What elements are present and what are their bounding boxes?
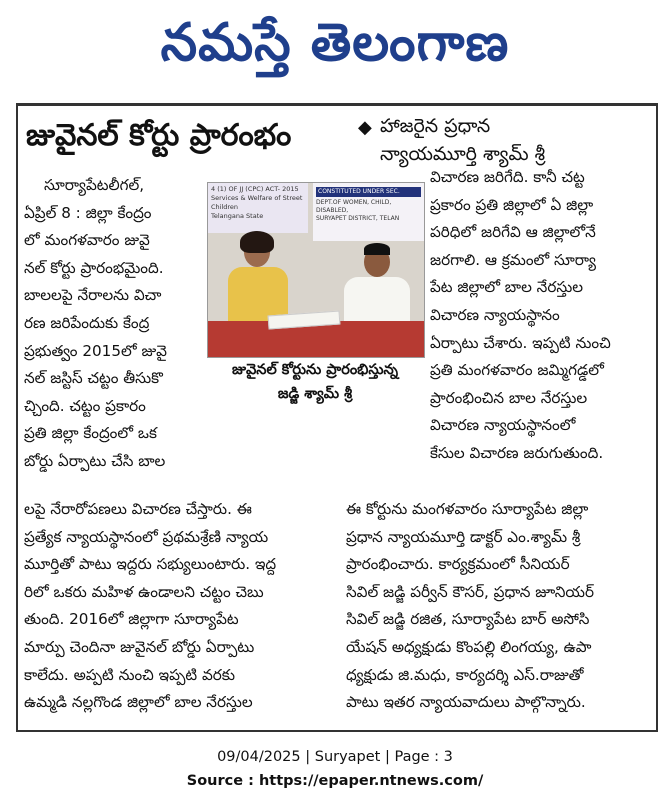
- banner-text: CONSTITUTED UNDER SEC.: [316, 187, 421, 197]
- article-subhead: [358, 112, 650, 168]
- text-line: చ్చింది. చట్టం ప్రకారం: [24, 396, 146, 415]
- article-photo: [207, 182, 425, 358]
- text-line: పేట జిల్లాలో బాల నేరస్తుల: [430, 278, 584, 297]
- photo-caption: [207, 358, 423, 406]
- photo-banner-left: [208, 183, 308, 233]
- text-line: ప్రత్యేక న్యాయస్థానంలో ప్రథమశ్రేణి న్యాయ: [24, 527, 269, 546]
- text-line: విచారణ న్యాయస్థానం: [430, 305, 560, 324]
- text-line: రణ జరిపేందుకు కేంద్ర: [24, 313, 150, 332]
- text-line: లో మంగళవారం జువై: [24, 231, 150, 250]
- bullet-icon: ◆: [358, 117, 372, 138]
- text-line: సివిల్ జడ్జి పర్వీన్ కౌసర్, ప్రధాన జూనియర్: [346, 582, 594, 601]
- text-line: మూర్తితో పాటు ఇద్దరు సభ్యులుంటారు. ఇద్ద: [24, 555, 277, 574]
- text-line: ఏప్రిల్ 8 : జిల్లా కేంద్రం: [24, 203, 152, 222]
- text-line: విచారణ జరిగేది. కానీ చట్ట: [430, 168, 585, 186]
- text-line: జరగాలి. ఆ క్రమంలో సూర్యా: [430, 250, 596, 269]
- text-line: ప్రభుత్వం 2015లో జువై: [24, 341, 167, 360]
- banner-text: Telangana State: [211, 212, 264, 220]
- article-column-3: [430, 164, 650, 468]
- text-line: యేషన్ అధ్యక్షుడు కొంపల్లి లింగయ్య, ఉపా: [346, 637, 592, 656]
- masthead: [0, 0, 670, 86]
- banner-text: 4 (1) OF JJ (CPC) ACT- 2015: [211, 185, 299, 193]
- edition-info: 09/04/2025 | Suryapet | Page : 3: [217, 749, 453, 765]
- text-line: బోర్డు ఏర్పాటు చేసి బాల: [24, 451, 166, 470]
- text-line: సూర్యాపేటలీగల్,: [44, 176, 145, 194]
- table-cloth: [208, 321, 424, 357]
- newspaper-logo: నమస్తే తెలంగాణ: [160, 13, 510, 73]
- text-line: లపై నేరారోపణలు విచారణ చేస్తారు. ఈ: [24, 500, 252, 518]
- caption-line: జువైనల్ కోర్టును ప్రారంభిస్తున్న: [231, 362, 399, 378]
- photo-banner-right: [313, 183, 424, 241]
- clipping-footer: [0, 745, 670, 793]
- text-line: ప్రారంభించిన బాల నేరస్తుల: [430, 388, 588, 407]
- text-line: ప్రతి జిల్లా కేంద్రంలో ఒక: [24, 424, 157, 443]
- text-line: ధ్యక్షుడు జి.మధు, కార్యదర్శి ఎస్.రాజుతో: [346, 665, 584, 684]
- article-column-1: [24, 172, 209, 476]
- text-line: ఈ కోర్టును మంగళవారం సూర్యాపేట జిల్లా: [346, 500, 589, 518]
- text-line: ఏర్పాటు చేశారు. ఇప్పటి నుంచి: [430, 333, 611, 352]
- text-line: ప్రారంభించారు. కార్యక్రమంలో సీనియర్: [346, 555, 570, 574]
- article-headline: జువైనల్ కోర్టు ప్రారంభం: [26, 118, 292, 153]
- source-link[interactable]: Source : https://epaper.ntnews.com/: [186, 773, 484, 789]
- text-line: ప్రధాన న్యాయమూర్తి డాక్టర్ ఎం.శ్యామ్ శ్రీ: [346, 527, 581, 546]
- banner-text: SURYAPET DISTRICT, TELAN: [316, 215, 400, 222]
- text-line: రిలో ఒకరు మహిళ ఉండాలని చట్టం చెబు: [24, 582, 264, 601]
- text-line: మార్పు చెందినా జువైనల్ బోర్డు ఏర్పాటు: [24, 637, 255, 656]
- text-line: పరిధిలో జరిగేవి ఆ జిల్లాలోనే: [430, 223, 596, 242]
- text-line: నల్ జస్టిస్ చట్టం తీసుకొ: [24, 369, 163, 388]
- text-line: ఉమ్మడి నల్లగొండ జిల్లాలో బాల నేరస్తుల: [24, 693, 253, 712]
- text-line: సివిల్ జడ్జి రజిత, సూర్యాపేట బార్ అసోసి: [346, 610, 590, 629]
- caption-line: జడ్జి శ్యామ్ శ్రీ: [277, 386, 353, 402]
- subhead-line: న్యాయమూర్తి శ్యామ్ శ్రీ: [380, 143, 546, 165]
- banner-text: DEPT.OF WOMEN, CHILD, DISABLED,: [316, 199, 392, 214]
- text-line: నల్ కోర్టు ప్రారంభమైంది.: [24, 258, 164, 277]
- text-line: విచారణ న్యాయస్థానంలో: [430, 416, 576, 435]
- text-line: బాలలపై నేరాలను విచా: [24, 286, 162, 305]
- text-line: పాటు ఇతర న్యాయవాదులు పాల్గొన్నారు.: [346, 693, 586, 712]
- article-clipping: [16, 103, 658, 732]
- banner-text: Services & Welfare of Street Children: [211, 194, 303, 211]
- text-line: కేసుల విచారణ జరుగుతుంది.: [430, 443, 604, 462]
- article-column-1-continued: [24, 496, 334, 717]
- text-line: ప్రతి మంగళవారం జమ్మిగడ్డలో: [430, 361, 604, 380]
- text-line: కాలేదు. అప్పటి నుంచి ఇప్పటి వరకు: [24, 665, 235, 684]
- text-line: ప్రకారం ప్రతి జిల్లాలో ఏ జిల్లా: [430, 195, 594, 214]
- text-line: తుంది. 2016లో జిల్లాగా సూర్యాపేట: [24, 610, 239, 629]
- subhead-line: హాజరైన ప్రధాన: [380, 115, 491, 137]
- article-column-3-continued: [346, 496, 650, 717]
